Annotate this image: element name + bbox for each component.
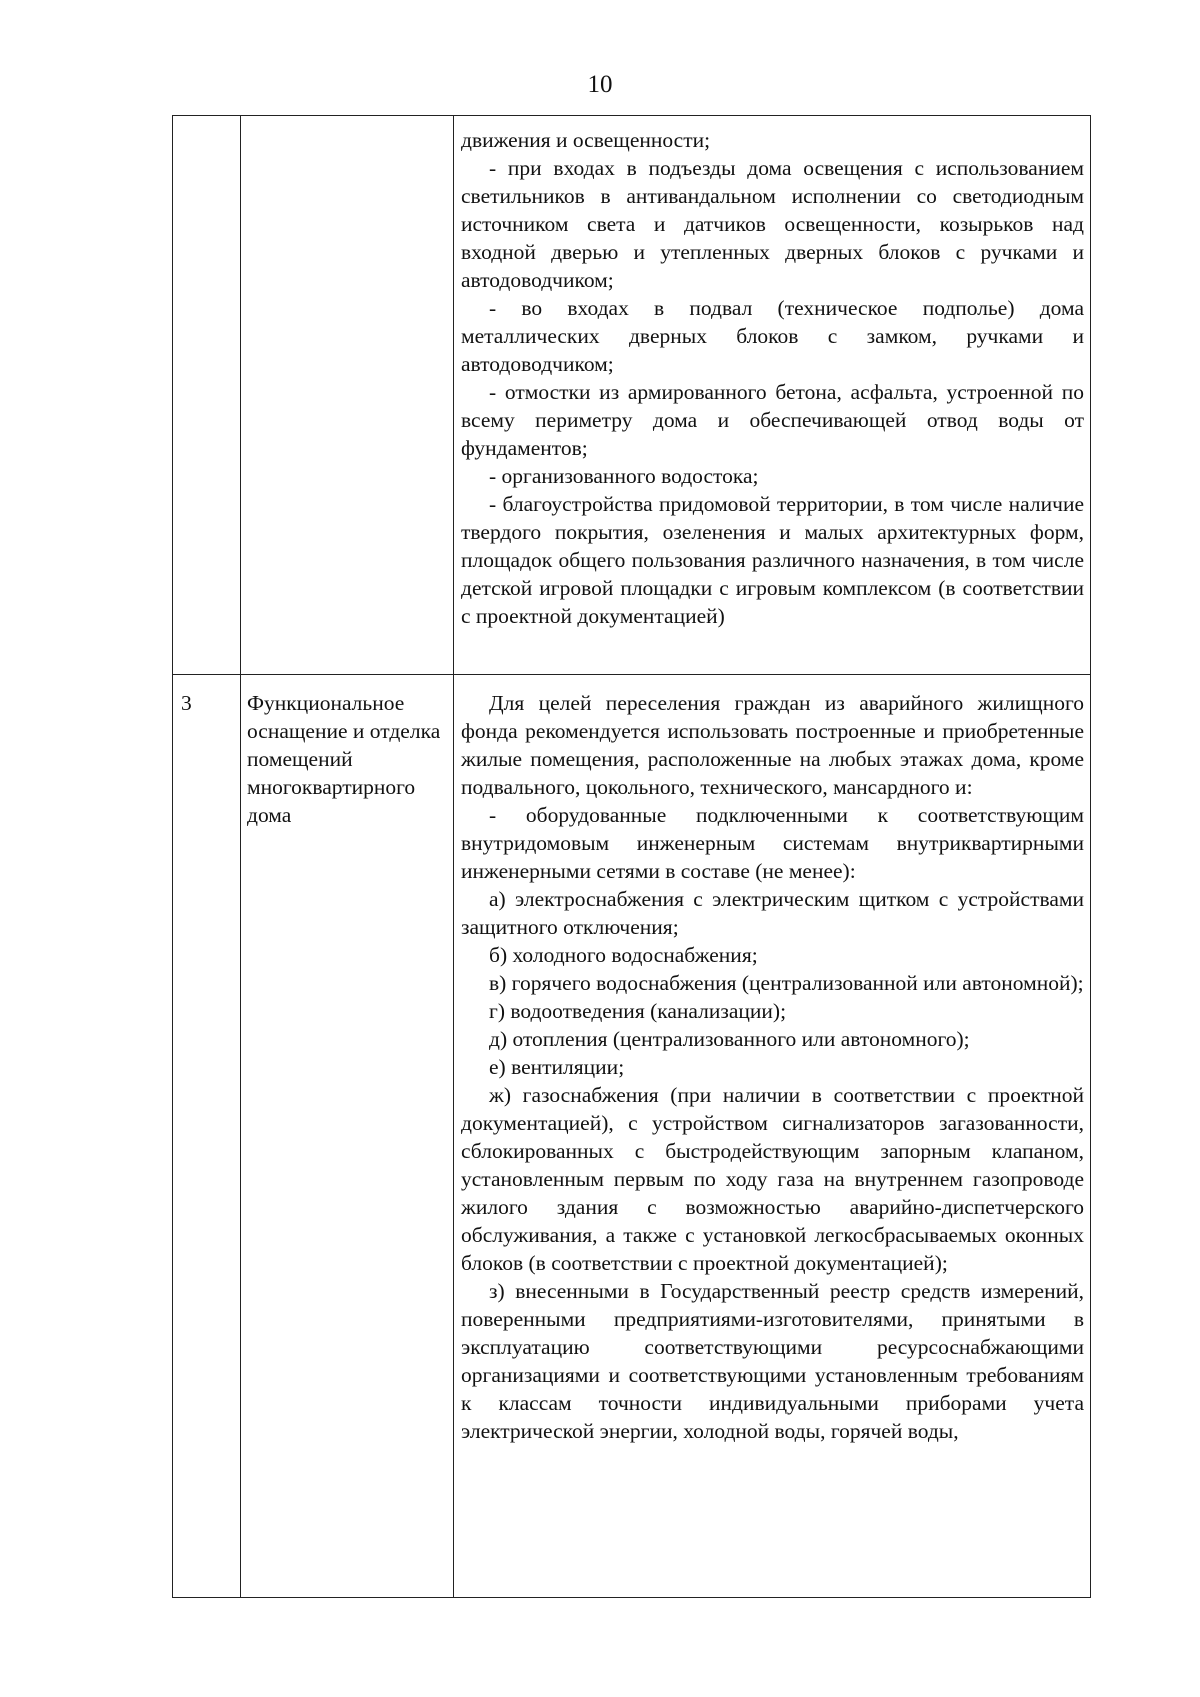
paragraph: г) водоотведения (канализации); — [489, 999, 787, 1023]
row-number — [173, 116, 241, 675]
paragraph: - отмостки из армированного бетона, асфальта, устроенной по всему периметру дома и обеспечивающей отвод воды от фундаментов; — [461, 380, 1084, 460]
paragraph: движения и освещенности; — [461, 128, 711, 152]
paragraph: з) внесенными в Государственный реестр средств измерений, поверенными предприятиями-изготовителями, принятыми в эксплуатацию соответствующими ресурсоснабжающими организациями и соответствующими установленным требованиям к классам точности индивидуальными приборами учета электрической энергии, холодной воды, горячей воды, — [461, 1279, 1084, 1443]
paragraph: в) горячего водоснабжения (централизованной или автономной); — [489, 971, 1084, 995]
paragraph: б) холодного водоснабжения; — [489, 943, 758, 967]
row-title: Функциональное оснащение и отделка помещений многоквартирного дома — [241, 675, 454, 1598]
requirements-table — [172, 115, 1091, 1598]
table-row — [173, 675, 1091, 1598]
row-content — [454, 675, 1091, 1598]
paragraph: - благоустройства придомовой территории, в том числе наличие твердого покрытия, озеленения и малых архитектурных форм, площадок общего пользования различного назначения, в том числе детской игровой площадки с игровым комплексом (в соответствии с проектной документацией) — [461, 492, 1084, 628]
paragraph: Для целей переселения граждан из аварийного жилищного фонда рекомендуется использовать построенные и приобретенные жилые помещения, расположенные на любых этажах дома, кроме подвального, цокольного, технического, мансардного и: — [461, 691, 1084, 799]
paragraph: е) вентиляции; — [489, 1055, 625, 1079]
paragraph: - при входах в подъезды дома освещения с использованием светильников в антивандальном исполнении со светодиодным источником света и датчиков освещенности, козырьков над входной дверью и утепленных дверных блоков с ручками и автодоводчиком; — [461, 156, 1084, 292]
row-number: 3 — [173, 675, 241, 1598]
page-number: 10 — [587, 71, 613, 98]
row-content — [454, 116, 1091, 675]
paragraph: - во входах в подвал (техническое подполье) дома металлических дверных блоков с замком, ручками и автодоводчиком; — [461, 296, 1084, 376]
paragraph: ж) газоснабжения (при наличии в соответствии с проектной документацией), с устройством сигнализаторов загазованности, сблокированных с быстродействующим запорным клапаном, установленным первым по ходу газа на внутреннем газопроводе жилого здания с возможностью аварийно-диспетчерского обслуживания, а также с установкой легкосбрасываемых оконных блоков (в соответствии с проектной документацией); — [461, 1083, 1084, 1275]
paragraph: д) отопления (централизованного или автономного); — [489, 1027, 970, 1051]
row-title — [241, 116, 454, 675]
paragraph: - оборудованные подключенными к соответствующим внутридомовым инженерным системам внутриквартирными инженерными сетями в составе (не менее): — [461, 803, 1084, 883]
paragraph: а) электроснабжения с электрическим щитком с устройствами защитного отключения; — [461, 887, 1084, 939]
table-row — [173, 116, 1091, 675]
paragraph: - организованного водостока; — [489, 464, 759, 488]
